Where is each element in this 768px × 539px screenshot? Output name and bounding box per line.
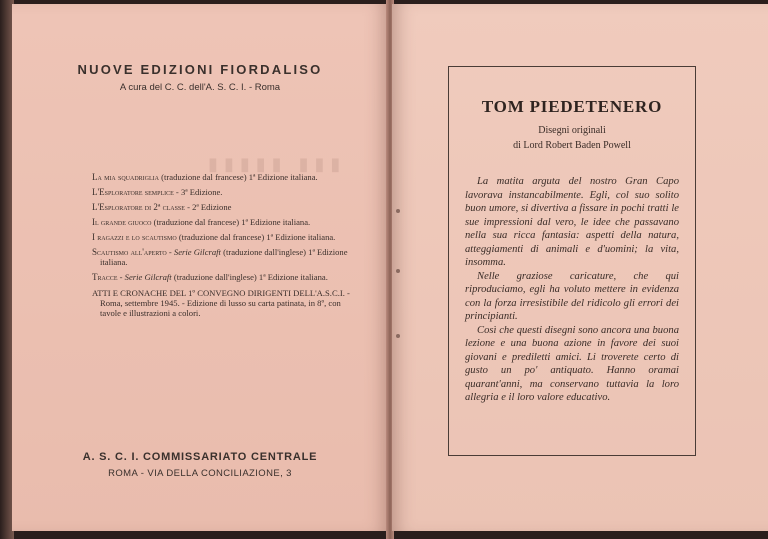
book-list	[92, 172, 360, 323]
paragraph: Nelle graziose caricature, che qui riproduciamo, egli ha voluto mettere in evidenza con la forza irresistibile del ridicolo gli errori dei principianti.	[465, 270, 679, 322]
list-item: L'Esploratore semplice - 3ª Edizione.	[92, 187, 223, 197]
paragraph: Così che questi disegni sono ancora una buona lezione e una buona azione in favore dei suoi giovani e prediletti amici. Li troverete certo di gusto un po' antiquato. Hanno oramai quarant'anni, ma conservano tuttavia la loro allegria e il loro valore educativo.	[465, 324, 679, 403]
publisher-name: A. S. C. I. COMMISSARIATO CENTRALE	[82, 451, 318, 463]
binding-hole	[396, 209, 400, 213]
series-subtitle: A cura del C. C. dell'A. S. C. I. - Roma	[119, 82, 281, 93]
list-item: Il grande giuoco (traduzione dal francese) 1ª Edizione italiana.	[92, 217, 311, 227]
list-item: L'Esploratore di 2ª classe - 2ª Edizione	[92, 202, 232, 212]
right-page	[392, 4, 768, 531]
binding-hole	[396, 334, 400, 338]
series-title: NUOVE EDIZIONI FIORDALISO	[77, 62, 323, 77]
acts-entry: ATTI E CRONACHE DEL 1º CONVEGNO DIRIGENTI DELL'A.S.C.I. - Roma, settembre 1945. - Edizione di lusso su carta patinata, in 8º, con tavole e illustrazioni a colori.	[92, 288, 350, 318]
list-item: Scautismo all'aperto - Serie Gilcraft (traduzione dall'inglese) 1ª Edizione italiana.	[92, 247, 348, 267]
publisher-address: ROMA - VIA DELLA CONCILIAZIONE, 3	[108, 468, 292, 479]
list-item: La mia squadriglia (traduzione dal francese) 1ª Edizione italiana.	[92, 172, 318, 182]
left-page	[12, 4, 388, 531]
bleed-through-marks: ▮▮▮ ▮▮▮▮▮	[202, 154, 341, 174]
list-item: Tracce - Serie Gilcraft (traduzione dall'inglese) 1ª Edizione italiana.	[92, 272, 328, 282]
list-item: I ragazzi e lo scautismo (traduzione dal francese) 1ª Edizione italiana.	[92, 232, 336, 242]
illustration-credit: Disegni originali di Lord Robert Baden Powell	[513, 125, 631, 151]
publisher-block	[12, 451, 388, 479]
paragraph: La matita arguta del nostro Gran Capo lavorava instancabilmente. Egli, col suo solito buon umore, si divertiva a fissare in pochi tratti le sue impressioni dal vero, le idee che passavano nella sua ricca fantasia: aspetti della natura, atteggiamenti di animali e d'uomini; la vita, insomma.	[465, 176, 679, 268]
title-frame	[448, 66, 696, 456]
book-title: TOM PIEDETENERO	[481, 97, 663, 116]
binding-hole	[396, 269, 400, 273]
intro-text	[465, 175, 679, 405]
